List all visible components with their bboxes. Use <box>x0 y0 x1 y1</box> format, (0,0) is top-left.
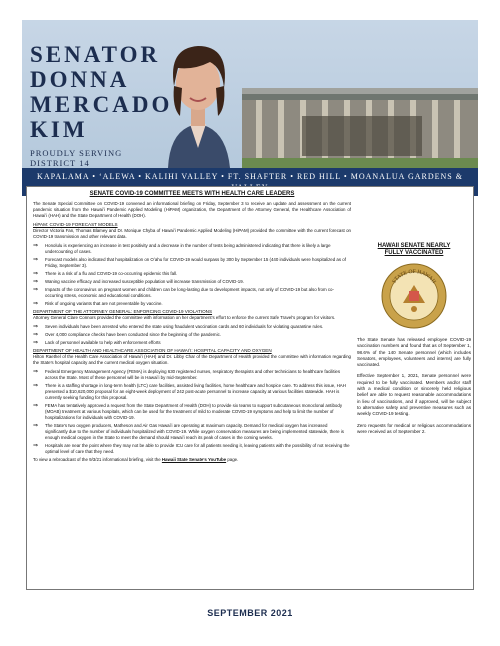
arrow-right-icon: ⇒ <box>33 423 39 429</box>
arrow-right-icon: ⇒ <box>33 383 39 389</box>
name-line: MERCADO <box>30 92 173 117</box>
section-text: Attorney General Clare Connors provided the committee with information on her department's effort to enforce the current Safe Travel's program for visitors. <box>33 315 336 320</box>
arrow-right-icon: ⇒ <box>33 340 39 346</box>
newsletter-header <box>22 20 478 168</box>
sidebar-paragraph: Effective September 1, 2021, Senate personnel were required to be fully vaccinated. Members and/or staff with a medical condition or sincerely held religious belief are able to request reasonable accommodations in lieu of vaccinations, and if approved, will be subject to alternative safety and preventive measures such as weekly COVID-19 testing. <box>357 373 471 417</box>
bullet-item <box>33 443 351 455</box>
sidebar-heading-line: HAWAII SENATE NEARLY <box>377 243 451 249</box>
bullet-text: There is a staffing shortage in long-term health (LTC) care facilities, assisted living facilities, home healthcare and hospice care. To address this issue, HAH presented a $10,620,000 proposal for an eight-week deployment of 242 post-acute personnel to increase capacity at various facilities statewide. HAH is currently seeking funding for this proposal. <box>45 383 346 400</box>
seal-text: STATE OF HAWAII <box>391 268 437 285</box>
hawaii-state-seal-icon <box>381 263 447 329</box>
closing-prefix: To view a rebroadcast of the 9/3/21 informational briefing, visit the <box>33 457 161 462</box>
arrow-right-icon: ⇒ <box>33 324 39 330</box>
section-heading: DEPARTMENT OF HEALTH AND HEALTHCARE ASSOCIATION OF HAWAIʻI: HOSPITAL CAPACITY AND OXYGEN <box>33 348 272 353</box>
bullet-text: FEMA has tentatively approved a request from the State Department of Health (DOH) to provide six teams to support subcutaneous monoclonal antibody (MOAB) treatment at various hospitals, which can be used for the treatment of mild to moderate COVID-19 symptoms and help to limit the number of hospitalizations for individuals with COVID-19. <box>45 403 343 420</box>
section-text: Director Victoria Fan, Thomas Blamey and Dr. Monique Chyba of Hawaiʻi Pandemic Applied Modeling (HiPAM) provided the committee with the current forecast on COVID-19 transmission and other relevant data. <box>33 228 351 239</box>
bullet-item <box>33 423 351 441</box>
bullet-text: Honolulu is experiencing an increase in test positivity and a decrease in the number of tests being administered indicating that there is likely a large undercounting of cases. <box>45 243 331 254</box>
arrow-right-icon: ⇒ <box>33 243 39 249</box>
bullet-item <box>33 332 351 338</box>
bullet-text: Impacts of the coronavirus on pregnant women and children can be long-lasting due to development impacts, not only of COVID-19 but also from co-occurring stress, economic and educational conditions. <box>45 287 334 298</box>
bullet-text: The State's two oxygen producers, Matheson and Air Gas Hawaiʻi are operating at maximum capacity. Demand for medical oxygen has increased significantly due to the number of individuals hospitalized with COVID-19. While oxygen conservation measures are being implemented statewide, there is enough medical oxygen in the State to meet the demand should Hawaiʻi reach its peak of cases in the coming weeks. <box>45 423 344 440</box>
section-text: Hilton Raethel of the Health Care Association of Hawaiʻi (HAH) and Dr. Libby Char of the Department of Health provided the committee with information regarding the State's hospital capacity and the current medical oxygen situation. <box>33 354 351 365</box>
serving-line: PROUDLY SERVING <box>30 148 123 158</box>
bullet-item <box>33 271 351 277</box>
bullet-text: Hospitals are near the point where they may not be able to provide ICU care for all patients needing it, leaving patients with the possibility of not receiving the optimal level of care that they need. <box>45 443 350 454</box>
name-line: SENATOR <box>30 42 161 67</box>
bullet-item <box>33 403 351 421</box>
district-label <box>30 148 122 168</box>
bullet-item <box>33 301 351 307</box>
bullet-item <box>33 279 351 285</box>
section-heading: DEPARTMENT OF THE ATTORNEY GENERAL: ENFORCING COVID-19 VIOLATIONS <box>33 309 213 314</box>
vaccination-sidebar <box>357 243 471 440</box>
bullet-text: Waning vaccine efficacy and increased susceptible population will increase transmission of COVID-19. <box>45 279 244 284</box>
arrow-right-icon: ⇒ <box>33 279 39 285</box>
senator-portrait <box>148 28 248 168</box>
bullet-text: Risk of ongoing variants that are not preventable by vaccine. <box>45 301 163 306</box>
bullet-text: Over 4,000 compliance checks have been conducted since the beginning of the pandemic. <box>45 332 221 337</box>
sidebar-heading <box>357 243 471 257</box>
capitol-building-image <box>242 68 478 168</box>
serving-line: DISTRICT 14 <box>30 158 90 168</box>
sidebar-paragraph: The State Senate has released employee COVID-19 vaccination numbers and found that as of September 1, 98.6% of the 140 Senate personnel (which includes Senators, employees, volunteers and interns) are fully vaccinated. <box>357 337 471 368</box>
arrow-right-icon: ⇒ <box>33 332 39 338</box>
name-line: DONNA <box>30 67 130 92</box>
section-heading: HiPAM: COVID-19 FORECAST MODELS <box>33 222 118 227</box>
bullet-item <box>33 257 351 269</box>
issue-date: SEPTEMBER 2021 <box>207 608 293 618</box>
sidebar-paragraph: Zero requests for medical or religious accommodations were received as of September 2. <box>357 422 471 434</box>
bullet-item <box>33 324 351 330</box>
bullet-item <box>33 383 351 401</box>
bullet-item <box>33 369 351 381</box>
closing-text <box>33 457 351 463</box>
youtube-link[interactable]: Hawaii State Senate's YouTube <box>161 457 227 462</box>
arrow-right-icon: ⇒ <box>33 271 39 277</box>
arrow-right-icon: ⇒ <box>33 257 39 263</box>
bullet-text: Lack of personnel available to help with enforcement efforts <box>45 340 161 345</box>
article-title: SENATE COVID-19 COMMITTEE MEETS WITH HEALTH CARE LEADERS <box>89 191 295 197</box>
main-article <box>33 191 351 466</box>
closing-suffix: page. <box>227 457 239 462</box>
bullet-text: Federal Emergency Management Agency (FEMA) is deploying 630 registered nurses, respiratory therapists and other technicians to healthcare facilities across the State. Most of these personnel will be in Hawaiʻi by mid-September. <box>45 369 341 380</box>
bullet-text: Forecast models also indicated that hospitalization on Oʻahu for COVID-19 would surpass by 300 by September 15 (440 individuals were hospitalized as of Friday, September 3). <box>45 257 346 268</box>
name-line: KIM <box>30 117 88 142</box>
bullet-text: Seven individuals have been arrested who entered the state using fraudulent vaccination cards and 60 individuals for violating quarantine rules. <box>45 324 324 329</box>
arrow-right-icon: ⇒ <box>33 443 39 449</box>
arrow-right-icon: ⇒ <box>33 287 39 293</box>
arrow-right-icon: ⇒ <box>33 369 39 375</box>
sidebar-heading-line: FULLY VACCINATED <box>384 250 444 256</box>
article-intro: The Senate Special Committee on COVID-19 convened an informational briefing on Friday, September 3 to receive an update and assessment on the current pandemic situation from the Hawaiʻi Pandemic Applied Modeling (HiPAM) organization, the Department of the Attorney General, the Healthcare Association of Hawaiʻi (HAH) and the State Department of Health (DOH). <box>33 201 351 218</box>
bullet-text: There is a risk of a flu and COVID-19 co-occurring epidemic this fall. <box>45 271 178 276</box>
bullet-item <box>33 287 351 299</box>
arrow-right-icon: ⇒ <box>33 301 39 307</box>
article-box <box>26 186 474 590</box>
bullet-item <box>33 340 351 346</box>
bullet-item <box>33 243 351 255</box>
arrow-right-icon: ⇒ <box>33 403 39 409</box>
district-line: KAPALAMA • ʻALEWA • KALIHI VALLEY • FT. SHAFTER • RED HILL • MOANALUA GARDENS & <box>37 172 463 181</box>
